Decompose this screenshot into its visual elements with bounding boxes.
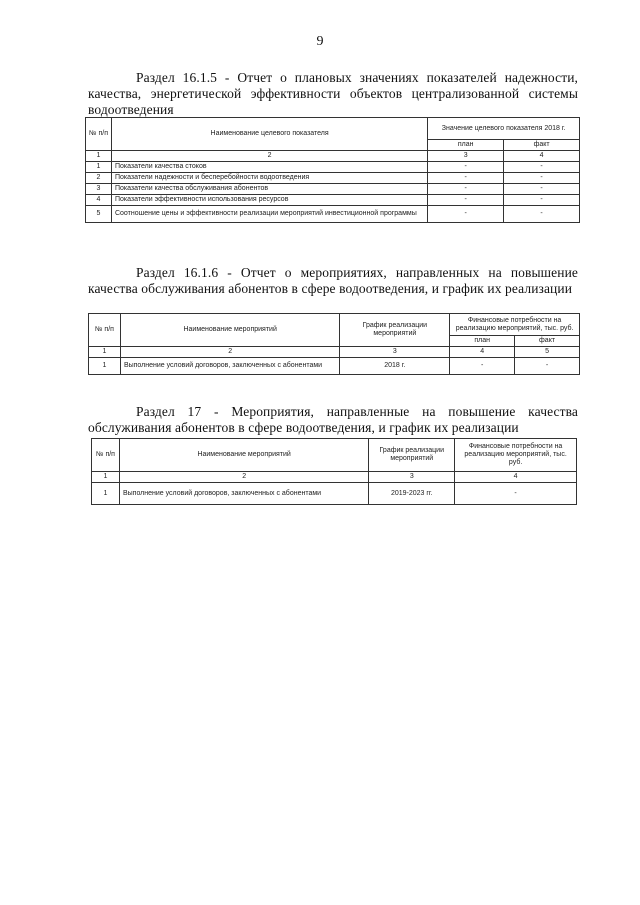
- index-cell: 3: [428, 151, 504, 162]
- index-cell: 2: [120, 347, 339, 358]
- index-cell: 1: [92, 472, 120, 483]
- row-plan: -: [428, 173, 504, 184]
- header-fact: факт: [515, 336, 580, 347]
- row-plan: -: [450, 358, 515, 375]
- index-row: [86, 151, 580, 162]
- table-row: [92, 483, 577, 505]
- header-name: Наименование целевого показателя: [111, 118, 427, 151]
- row-fact: -: [504, 162, 580, 173]
- row-fact: -: [504, 173, 580, 184]
- row-num: 3: [86, 184, 112, 195]
- row-num: 1: [89, 358, 121, 375]
- row-fact: -: [504, 195, 580, 206]
- table-row: [86, 195, 580, 206]
- table-row: [89, 358, 580, 375]
- header-num: № п/п: [92, 439, 120, 472]
- row-name: Соотношение цены и эффективности реализации мероприятий инвестиционной программы: [111, 206, 427, 223]
- section-16-1-6-heading: Раздел 16.1.6 - Отчет о мероприятиях, направленных на повышение качества обслуживания абонентов в сфере водоотведения, и график их реализации: [88, 265, 578, 296]
- page-number: 9: [316, 34, 324, 49]
- section-16-1-6-table: [88, 313, 580, 375]
- header-finance: Финансовые потребности на реализацию мероприятий, тыс. руб.: [450, 314, 580, 336]
- section-16-1-5-heading: Раздел 16.1.5 - Отчет о плановых значениях показателей надежности, качества, энергетической эффективности объектов централизованной системы водоотведения: [88, 70, 578, 117]
- row-fact: -: [504, 206, 580, 223]
- row-num: 4: [86, 195, 112, 206]
- header-name: Наименование мероприятий: [119, 439, 368, 472]
- row-name: Показатели эффективности использования ресурсов: [111, 195, 427, 206]
- row-plan: -: [428, 184, 504, 195]
- section-17-table: [91, 438, 577, 505]
- section-16-1-5-table: [85, 117, 580, 223]
- row-plan: -: [428, 195, 504, 206]
- header-plan: план: [450, 336, 515, 347]
- table-row: [86, 184, 580, 195]
- row-num: 1: [86, 162, 112, 173]
- table-row: [86, 173, 580, 184]
- header-plan: план: [428, 140, 504, 151]
- row-num: 5: [86, 206, 112, 223]
- row-schedule: 2019-2023 гг.: [369, 483, 455, 505]
- header-name: Наименование мероприятий: [120, 314, 339, 347]
- index-cell: 1: [86, 151, 112, 162]
- row-name: Показатели качества обслуживания абонентов: [111, 184, 427, 195]
- row-schedule: 2018 г.: [340, 358, 450, 375]
- section-17-heading: Раздел 17 - Мероприятия, направленные на повышение качества обслуживания абонентов в сфере водоотведения, и график их реализации: [88, 404, 578, 435]
- index-cell: 3: [369, 472, 455, 483]
- index-cell: 4: [504, 151, 580, 162]
- index-cell: 1: [89, 347, 121, 358]
- row-plan: -: [428, 206, 504, 223]
- row-name: Выполнение условий договоров, заключенных с абонентами: [119, 483, 368, 505]
- index-row: [92, 472, 577, 483]
- header-finance: Финансовые потребности на реализацию мероприятий, тыс. руб.: [455, 439, 577, 472]
- index-cell: 4: [450, 347, 515, 358]
- header-num: № п/п: [89, 314, 121, 347]
- index-row: [89, 347, 580, 358]
- row-name: Показатели надежности и бесперебойности водоотведения: [111, 173, 427, 184]
- row-name: Выполнение условий договоров, заключенных с абонентами: [120, 358, 339, 375]
- header-value-group: Значение целевого показателя 2018 г.: [428, 118, 580, 140]
- row-fact: -: [515, 358, 580, 375]
- index-cell: 2: [119, 472, 368, 483]
- header-schedule: График реализации мероприятий: [340, 314, 450, 347]
- row-num: 2: [86, 173, 112, 184]
- table-row: [86, 206, 580, 223]
- row-finance: -: [455, 483, 577, 505]
- header-num: № п/п: [86, 118, 112, 151]
- row-num: 1: [92, 483, 120, 505]
- index-cell: 3: [340, 347, 450, 358]
- index-cell: 4: [455, 472, 577, 483]
- row-fact: -: [504, 184, 580, 195]
- row-name: Показатели качества стоков: [111, 162, 427, 173]
- table-row: [86, 162, 580, 173]
- row-plan: -: [428, 162, 504, 173]
- header-fact: факт: [504, 140, 580, 151]
- index-cell: 5: [515, 347, 580, 358]
- index-cell: 2: [111, 151, 427, 162]
- header-schedule: График реализации мероприятий: [369, 439, 455, 472]
